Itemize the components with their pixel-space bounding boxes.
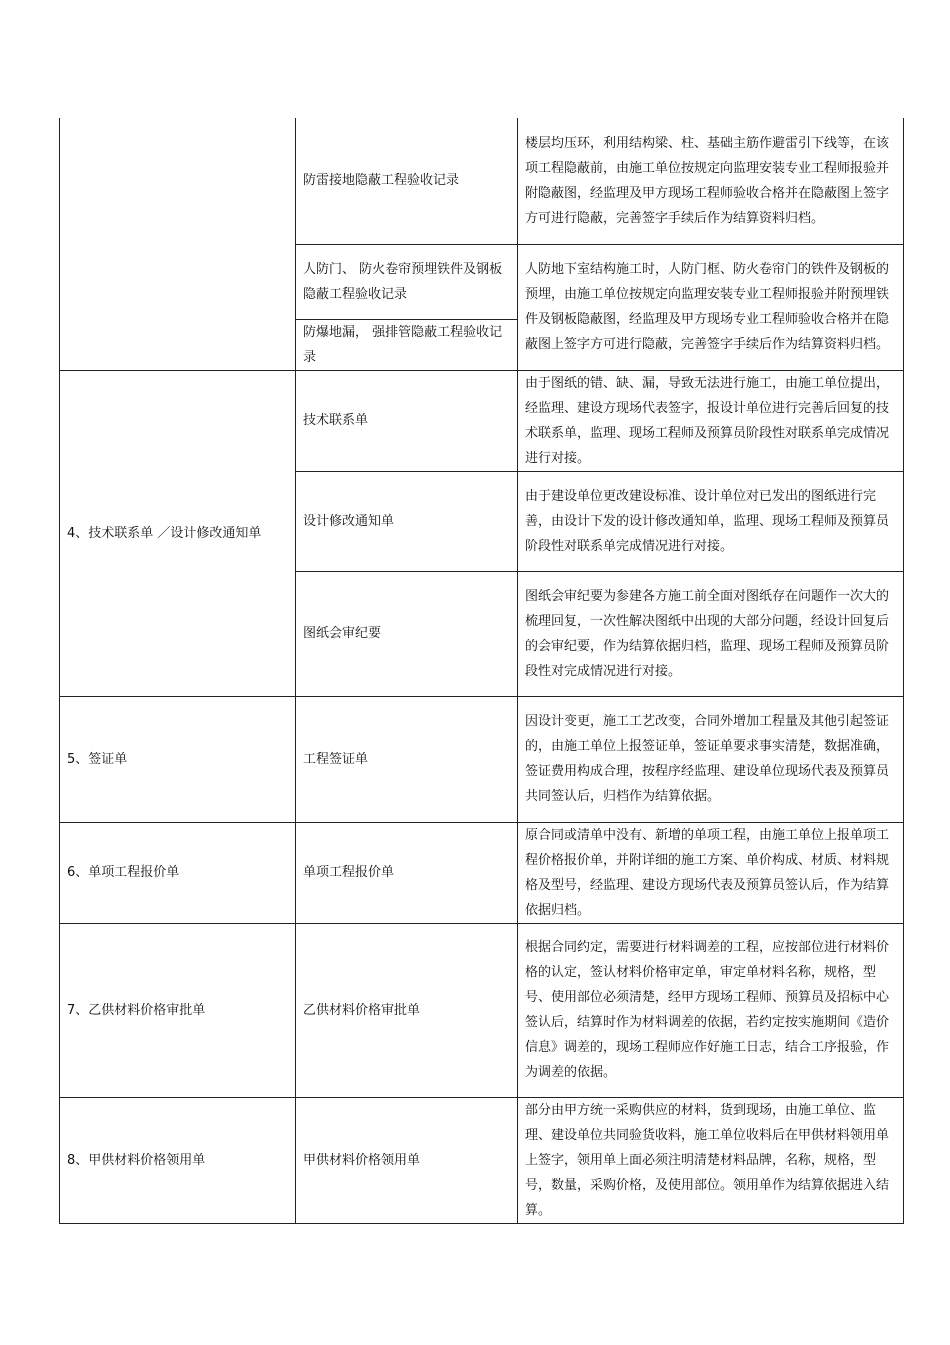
item-name-cell: 防雷接地隐蔽工程验收记录 <box>296 118 518 244</box>
description-cell: 部分由甲方统一采购供应的材料，货到现场，由施工单位、监理、建设单位共同验货收料，施工单位收料后在甲供材料领用单上签字，领用单上面必须注明清楚材料品牌，名称，规格，型号，数量，采购价格，及使用部位。领用单作为结算依据进入结算。 <box>518 1097 904 1223</box>
item-name-cell: 设计修改通知单 <box>296 471 518 571</box>
item-name-cell: 乙供材料价格审批单 <box>296 923 518 1097</box>
table-row <box>60 118 904 244</box>
table-row <box>60 923 904 1097</box>
table-row <box>60 370 904 471</box>
description-cell: 根据合同约定，需要进行材料调差的工程，应按部位进行材料价格的认定，签认材料价格审定单，审定单材料名称，规格，型号、使用部位必须清楚，经甲方现场工程师、预算员及招标中心签认后，结算时作为材料调差的依据，若约定按实施期间《造价信息》调差的，现场工程师应作好施工日志，结合工序报验，作为调差的依据。 <box>518 923 904 1097</box>
item-name-cell: 图纸会审纪要 <box>296 571 518 696</box>
item-name-cell: 工程签证单 <box>296 696 518 822</box>
item-name-cell: 甲供材料价格领用单 <box>296 1097 518 1223</box>
category-cell: 4、技术联系单 ／设计修改通知单 <box>60 370 296 696</box>
description-cell: 人防地下室结构施工时，人防门框、防火卷帘门的铁件及钢板的预埋，由施工单位按规定向监理安装专业工程师报验并附预埋铁件及钢板隐蔽图，经监理及甲方现场专业工程师验收合格并在隐蔽图上签字方可进行隐蔽，完善签字手续后作为结算资料归档。 <box>518 244 904 370</box>
item-name-cell: 单项工程报价单 <box>296 822 518 923</box>
settlement-documents-table <box>59 118 904 1224</box>
table-row <box>60 696 904 822</box>
description-cell: 由于图纸的错、缺、漏，导致无法进行施工，由施工单位提出，经监理、建设方现场代表签字，报设计单位进行完善后回复的技术联系单，监理、现场工程师及预算员阶段性对联系单完成情况进行对接。 <box>518 370 904 471</box>
category-cell: 7、乙供材料价格审批单 <box>60 923 296 1097</box>
description-cell: 因设计变更，施工工艺改变，合同外增加工程量及其他引起签证的，由施工单位上报签证单，签证单要求事实清楚，数据准确，签证费用构成合理，按程序经监理、建设单位现场代表及预算员共同签认后，归档作为结算依据。 <box>518 696 904 822</box>
item-name-cell: 防爆地漏， 强排管隐蔽工程验收记录 <box>296 319 518 370</box>
description-cell: 由于建设单位更改建设标准、设计单位对已发出的图纸进行完善，由设计下发的设计修改通知单，监理、现场工程师及预算员阶段性对联系单完成情况进行对接。 <box>518 471 904 571</box>
table-row <box>60 822 904 923</box>
category-cell: 8、甲供材料价格领用单 <box>60 1097 296 1223</box>
category-cell <box>60 118 296 370</box>
category-cell: 6、单项工程报价单 <box>60 822 296 923</box>
item-name-cell: 人防门、 防火卷帘预埋铁件及钢板隐蔽工程验收记录 <box>296 244 518 319</box>
description-cell: 楼层均压环，利用结构梁、柱、基础主筋作避雷引下线等，在该项工程隐蔽前，由施工单位按规定向监理安装专业工程师报验并附隐蔽图，经监理及甲方现场工程师验收合格并在隐蔽图上签字方可进行隐蔽，完善签字手续后作为结算资料归档。 <box>518 118 904 244</box>
description-cell: 原合同或清单中没有、新增的单项工程，由施工单位上报单项工程价格报价单，并附详细的施工方案、单价构成、材质、材料规格及型号，经监理、建设方现场代表及预算员签认后，作为结算依据归档。 <box>518 822 904 923</box>
description-cell: 图纸会审纪要为参建各方施工前全面对图纸存在问题作一次大的梳理回复，一次性解决图纸中出现的大部分问题，经设计回复后的会审纪要，作为结算依据归档，监理、现场工程师及预算员阶段性对完成情况进行对接。 <box>518 571 904 696</box>
table-row <box>60 1097 904 1223</box>
item-name-cell: 技术联系单 <box>296 370 518 471</box>
category-cell: 5、签证单 <box>60 696 296 822</box>
